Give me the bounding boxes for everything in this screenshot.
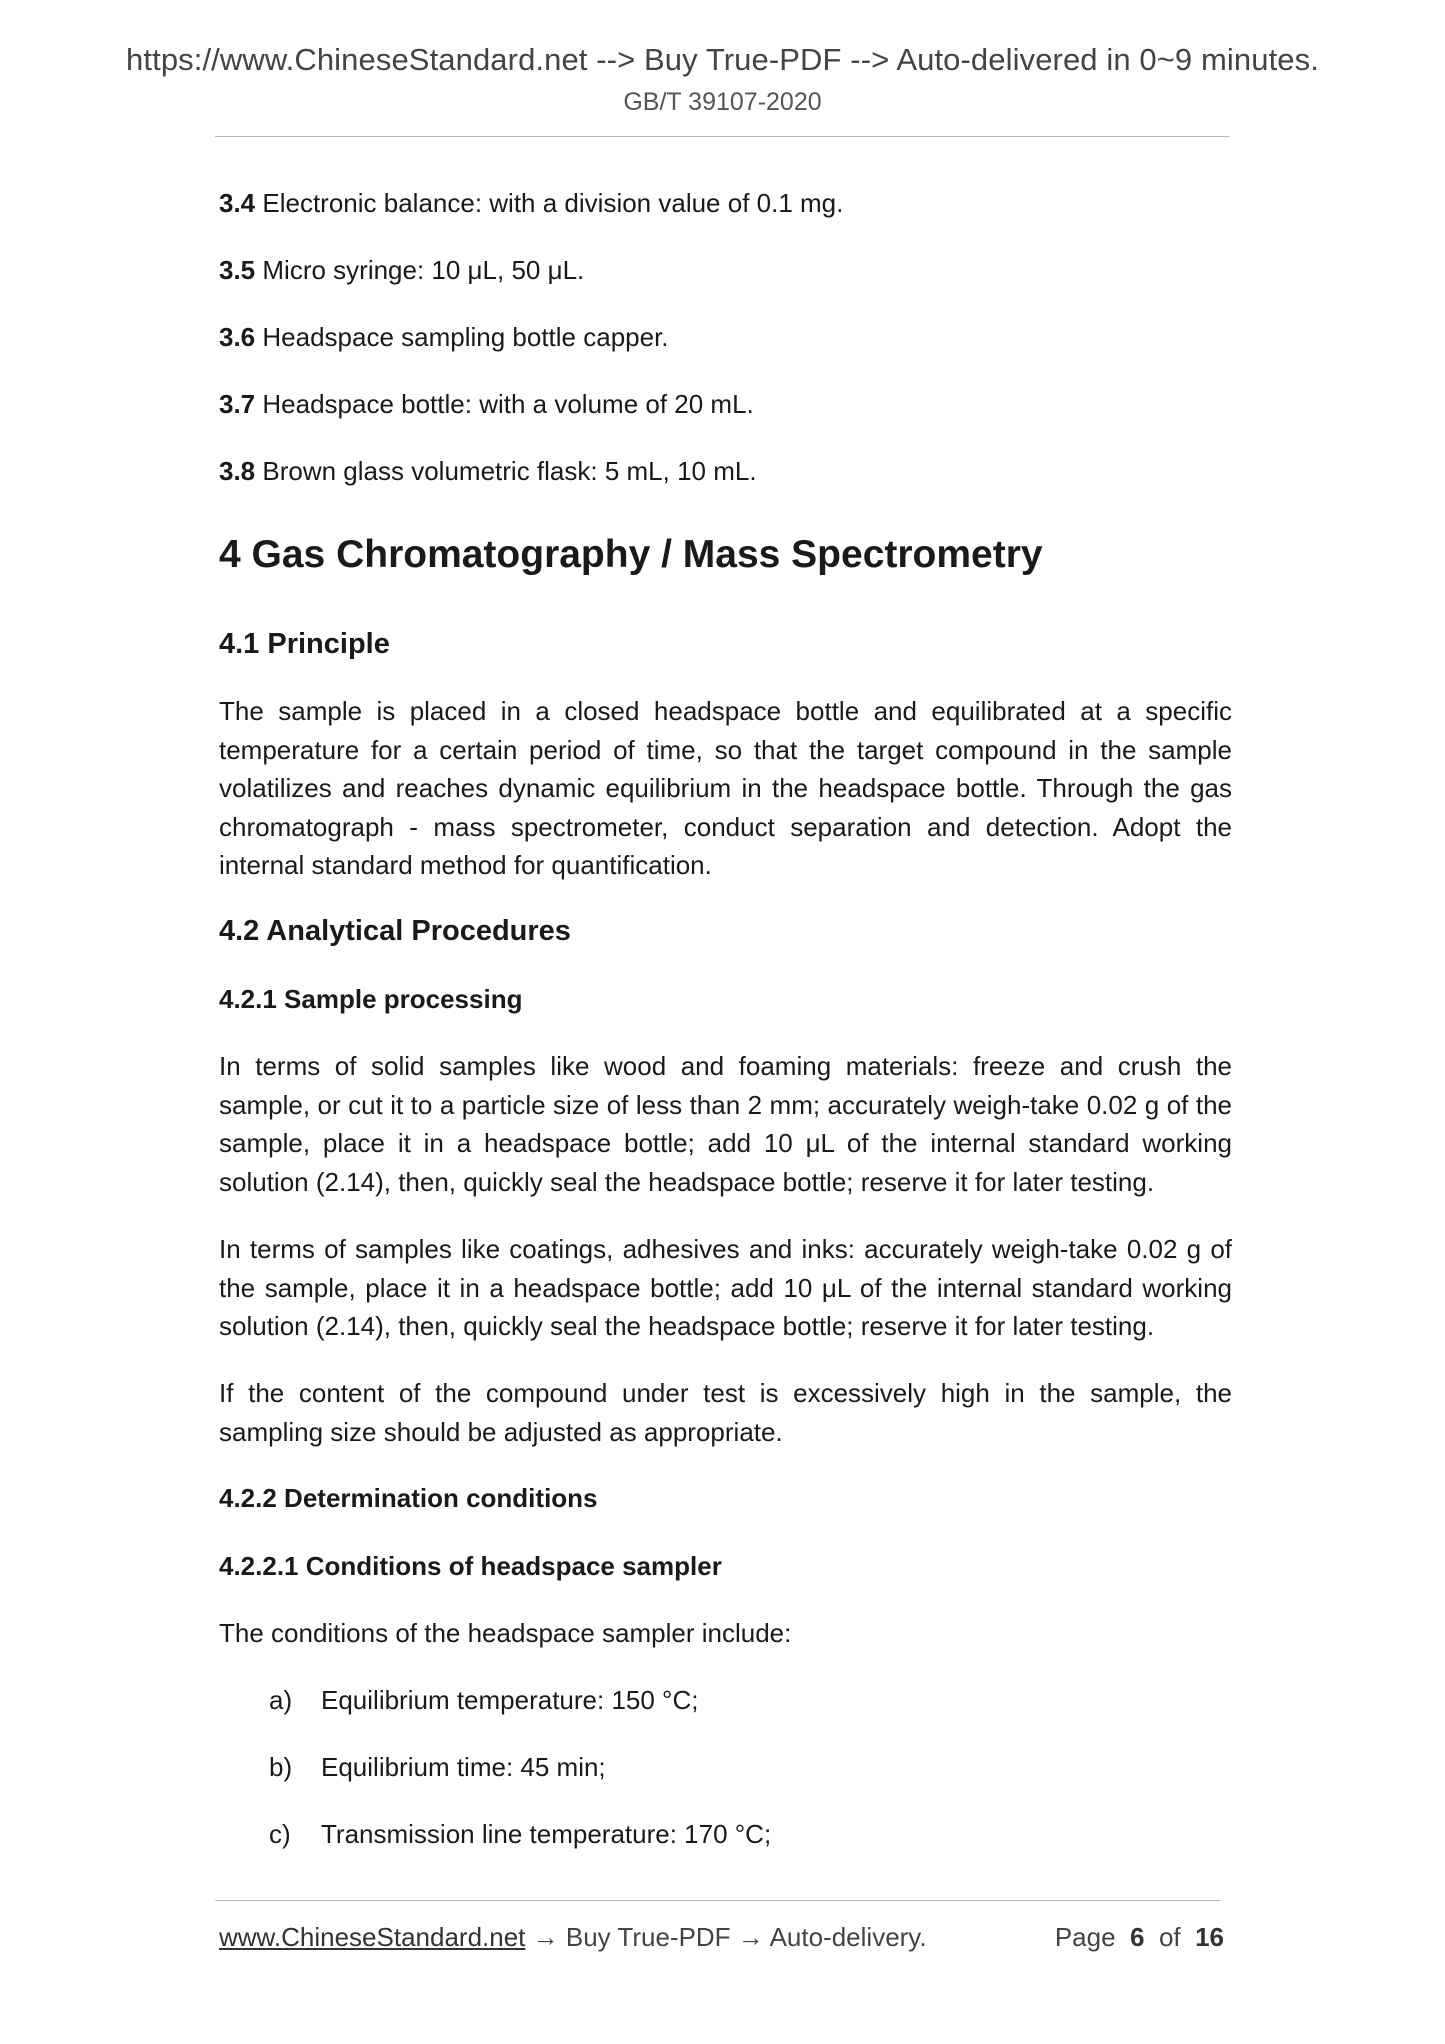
standard-number: GB/T 39107-2020 [623,88,822,116]
section-4-2-heading: 4.2 Analytical Procedures [219,915,571,947]
item-number: 3.7 [219,389,256,419]
section-4-heading: 4 Gas Chromatography / Mass Spectrometry [219,533,1043,576]
item-3-5 [219,255,584,285]
item-number: 3.8 [219,456,256,486]
page-indicator [1055,1922,1224,1953]
list-item [269,1819,771,1850]
footer-site-link[interactable]: www.ChineseStandard.net [219,1922,526,1952]
footer-divider [215,1900,1220,1901]
item-text: Electronic balance: with a division value of 0.1 mg. [255,188,844,218]
item-3-7 [219,389,754,419]
list-text: Equilibrium time: 45 min; [321,1752,606,1782]
list-item [269,1685,698,1716]
header-divider [215,136,1230,137]
section-4-2-1-heading: 4.2.1 Sample processing [219,984,523,1014]
item-text: Brown glass volumetric flask: 5 mL, 10 mL. [255,456,757,486]
sample-processing-paragraph-2: In terms of samples like coatings, adhesives and inks: accurately weigh-take 0.02 g of the sample, place it in a headspace bottle; add 10 μL of the internal standard working solution (2.14), then, quickly seal the headspace bottle; reserve it for later testing. [219,1234,1232,1341]
list-marker: c) [269,1819,291,1849]
item-text: Headspace bottle: with a volume of 20 mL. [255,389,754,419]
item-number: 3.6 [219,322,256,352]
item-text: Micro syringe: 10 μL, 50 μL. [255,255,585,285]
of-label: of [1158,1922,1181,1952]
conditions-intro: The conditions of the headspace sampler include: [219,1618,792,1648]
section-4-1-heading: 4.1 Principle [219,628,390,660]
sample-processing-paragraph-3: If the content of the compound under test is excessively high in the sample, the sampling size should be adjusted as appropriate. [219,1378,1232,1447]
page-label: Page [1054,1922,1116,1952]
footer-text: → Buy True-PDF → Auto-delivery. [525,1922,927,1952]
principle-paragraph: The sample is placed in a closed headspace bottle and equilibrated at a specific temperature for a certain period of time, so that the target compound in the sample volatilizes and reaches dynamic equilibrium in the headspace bottle. Through the gas chromatograph - mass spectrometer, conduct separation and detection. Adopt the internal standard method for quantification. [219,696,1232,880]
item-text: Headspace sampling bottle capper. [255,322,669,352]
item-3-6 [219,322,669,352]
item-number: 3.4 [219,188,256,218]
section-4-2-2-1-heading: 4.2.2.1 Conditions of headspace sampler [219,1551,722,1581]
sample-processing-paragraph-1: In terms of solid samples like wood and foaming materials: freeze and crush the sample, or cut it to a particle size of less than 2 mm; accurately weigh-take 0.02 g of the sample, place it in a headspace bottle; add 10 μL of the internal standard working solution (2.14), then, quickly seal the headspace bottle; reserve it for later testing. [219,1051,1232,1197]
section-4-2-2-heading: 4.2.2 Determination conditions [219,1483,598,1513]
footer [219,1922,1224,1953]
page-total: 16 [1195,1922,1224,1952]
page-number: 6 [1130,1922,1145,1952]
header-url[interactable]: https://www.ChineseStandard.net --> Buy True-PDF --> Auto-delivered in 0~9 minutes. [126,42,1319,77]
list-text: Transmission line temperature: 170 °C; [321,1819,772,1849]
list-item [269,1752,606,1783]
list-marker: a) [269,1685,293,1715]
item-3-4 [219,188,843,218]
item-3-8 [219,456,757,486]
item-number: 3.5 [219,255,256,285]
list-text: Equilibrium temperature: 150 °C; [321,1685,699,1715]
list-marker: b) [269,1752,293,1782]
